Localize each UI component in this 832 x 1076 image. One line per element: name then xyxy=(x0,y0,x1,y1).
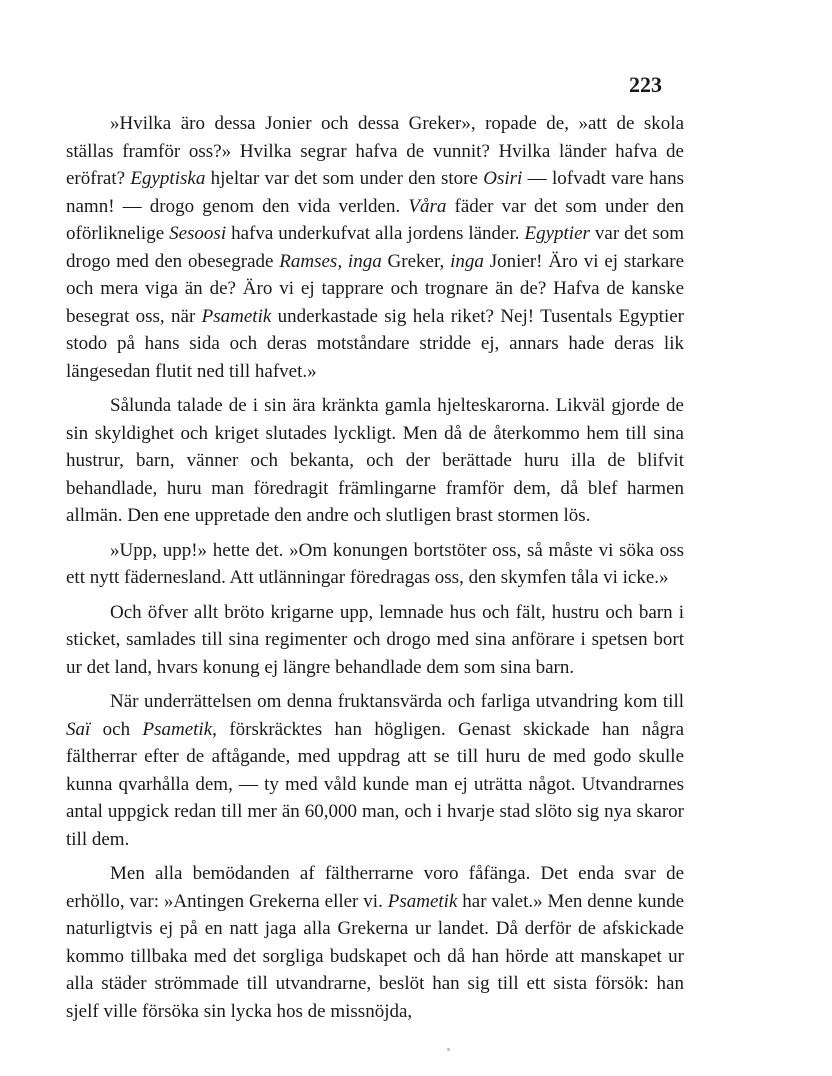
text-segment: »Upp, upp!» hette det. »Om konungen bortstöter oss, så måste vi söka oss ett nytt fädernesland. Att utlänningar föredragas oss, den skymfen tåla vi icke.» xyxy=(66,539,684,588)
paragraph-2 xyxy=(66,392,684,530)
italic-name: Psametik xyxy=(201,305,272,327)
italic-name: Osiri xyxy=(483,168,523,189)
text-segment: Greker, xyxy=(381,250,451,272)
text-segment: När underrättelsen om denna fruktansvärda och farliga utvandring kom till xyxy=(110,691,684,712)
text-segment: hjeltar var det som under den store xyxy=(205,168,484,189)
page-number: 223 xyxy=(629,72,662,97)
italic-name: Sesoosi xyxy=(169,223,227,244)
italic-name: Egyptiska xyxy=(130,168,206,189)
italic-name: Psametik xyxy=(387,890,458,912)
body-text xyxy=(66,110,684,1032)
paragraph-1 xyxy=(66,110,684,385)
italic-name: Egyptier xyxy=(524,223,590,244)
text-segment: Jonier! Äro vi ej starkare och mera viga än de? Äro vi ej tapprare och trognare än de? Hafva de kanske besegrat oss, när xyxy=(66,250,684,327)
text-segment: hafva underkufvat alla jordens länder. xyxy=(226,223,525,244)
italic-name: Våra xyxy=(408,195,447,217)
text-segment: , förskräcktes han högligen. Genast skickade han några fältherrar efter de aftågande, med uppdrag att se till huru de med godo skulle kunna qvarhålla dem, — ty med våld kunde man ej uträtta något. Utvandrarnes antal uppgick redan till mer än 60,000 man, och i hvarje stad slöto sig nya skaror till dem. xyxy=(66,718,684,850)
paragraph-3 xyxy=(66,537,684,592)
text-segment: underkastade sig hela riket? Nej! Tusentals Egyptier stodo på hans sida och deras motståndare stridde ej, annars hade deras lik längesedan flutit ned till hafvet.» xyxy=(66,305,684,382)
text-segment: har valet.» Men denne kunde naturligtvis ej på en natt jaga alla Grekerna ur landet. Då derför de afskickade kommo tillbaka med det sorgliga budskapet och då han hörde att manskapet ur alla städer strömmade till utvandrarne, beslöt han sig till ett sista försök: han sjelf ville försöka sin lycka hos de missnöjda, xyxy=(66,890,684,1022)
text-segment: — lofvadt vare hans namn! — drogo genom den vida verlden. xyxy=(66,168,684,217)
italic-name: Ramses, inga xyxy=(279,250,382,272)
italic-name: Psametik xyxy=(142,718,213,740)
text-segment: fäder var det som under den oförliknelige xyxy=(66,195,684,244)
paragraph-4 xyxy=(66,599,684,682)
text-segment: Men alla bemödanden af fältherrarne voro fåfänga. Det enda svar de erhöllo, var: »Antingen Grekerna eller vi. xyxy=(66,863,684,912)
paragraph-6 xyxy=(66,860,684,1025)
text-segment: »Hvilka äro dessa Jonier och dessa Greker», ropade de, »att de skola ställas framför oss?» Hvilka segrar hafva de vunnit? Hvilka länder hafva de eröfrat? xyxy=(66,113,684,189)
text-segment: Sålunda talade de i sin ära kränkta gamla hjelteskarorna. Likväl gjorde de sin skyldighet och kriget slutades lyckligt. Men då de återkommo hem till sina hustrur, barn, vänner och bekanta, och der berättade huru illa de blifvit behandlade, huru man föredragit främlingarne framför dem, då blef harmen allmän. Den ene uppretade den andre och slutligen brast stormen lös. xyxy=(66,395,684,526)
text-segment: var det som drogo med den obesegrade xyxy=(66,223,684,272)
paragraph-5 xyxy=(66,688,684,853)
text-segment: och xyxy=(90,718,143,740)
italic-name: inga xyxy=(450,250,484,272)
page-speck xyxy=(447,1048,450,1051)
text-segment: Och öfver allt bröto krigarne upp, lemnade hus och fält, hustru och barn i sticket, samlades till sina regimenter och drogo med sina anförare i spetsen bort ur det land, hvars konung ej längre behandlade dem som sina barn. xyxy=(66,601,684,678)
italic-name: Saï xyxy=(66,718,91,740)
